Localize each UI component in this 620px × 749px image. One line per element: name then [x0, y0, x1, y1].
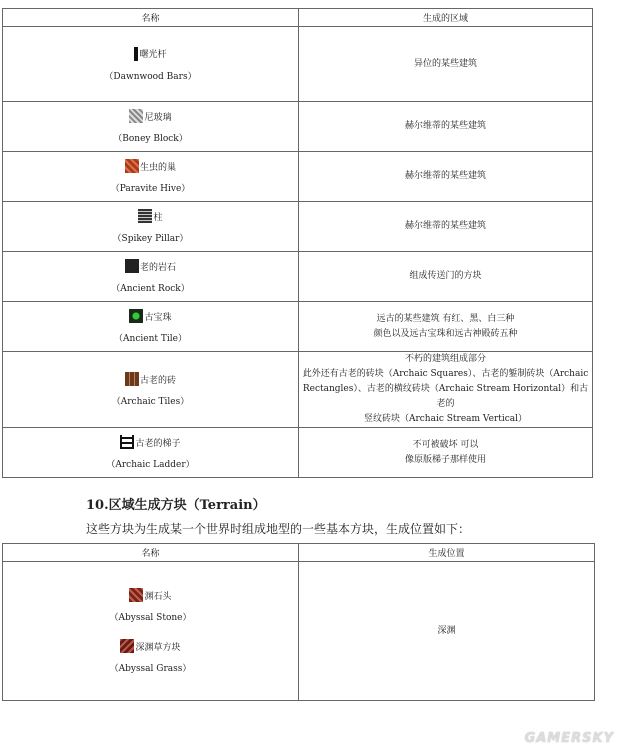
block-english-name: （Spikey Pillar）	[112, 234, 189, 244]
block-name: 生虫的巢	[139, 162, 176, 173]
table-row	[3, 152, 593, 202]
block-english-name: （Dawnwood Bars）	[104, 71, 197, 82]
name-cell	[3, 302, 299, 352]
table-row	[3, 27, 593, 102]
block-english-name: （Ancient Rock）	[111, 284, 190, 294]
area-line: 异位的某些建筑	[413, 58, 477, 69]
header-name: 名称	[3, 9, 299, 27]
archaic-ladder-icon	[120, 435, 134, 449]
area-line: Rectangles）、古老的横纹砖块（Archaic Stream Horizontal）和古老的	[302, 384, 589, 409]
block-name: 古老的梯子	[135, 438, 181, 449]
area-cell	[299, 428, 593, 478]
block-name: 渊石头	[144, 591, 172, 602]
header-name: 名称	[3, 544, 299, 562]
area-line: 不可被破坏 可以	[412, 439, 479, 450]
block-name: 尼玻璃	[144, 112, 172, 123]
block-english-name: （Abyssal Stone）	[109, 613, 192, 623]
area-cell	[299, 102, 593, 152]
name-cell	[3, 202, 299, 252]
block-name: 古宝珠	[144, 312, 172, 323]
area-cell	[299, 152, 593, 202]
block-english-name: （Boney Block）	[113, 134, 188, 144]
table-row	[3, 252, 593, 302]
table-row	[3, 352, 593, 428]
section-title: 10.区域生成方块（Terrain）	[86, 498, 266, 513]
table-row	[3, 428, 593, 478]
block-name: 深渊草方块	[135, 642, 181, 653]
section-intro: 这些方块为生成某一个世界时组成地型的一些基本方块，生成位置如下：	[86, 522, 471, 536]
area-cell	[299, 352, 593, 428]
area-line: 赫尔维蒂的某些建筑	[404, 121, 486, 131]
archaic-tiles-icon	[125, 372, 139, 386]
abyssal-grass-icon	[120, 639, 134, 653]
area-line: 赫尔维蒂的某些建筑	[404, 171, 486, 181]
block-name: 柱	[153, 212, 163, 223]
abyssal-stone-icon	[129, 588, 143, 602]
name-cell	[3, 428, 299, 478]
spikey-pillar-icon	[138, 209, 152, 223]
boney-block-icon	[129, 109, 143, 123]
paravite-hive-icon	[125, 159, 139, 173]
table-row	[3, 302, 593, 352]
watermark: GAMERSKY	[524, 731, 614, 746]
area-line: 此外还有古老的砖块（Archaic Squares）、古老的錾制砖块（Archaic	[302, 369, 589, 379]
area-cell	[299, 252, 593, 302]
block-english-name: （Archaic Ladder）	[106, 460, 195, 470]
area-cell	[299, 202, 593, 252]
terrain-table	[2, 543, 595, 701]
area-cell	[299, 302, 593, 352]
block-english-name: （Paravite Hive）	[110, 184, 191, 194]
area-line: 远古的某些建筑 有红、黑、白三种	[376, 313, 515, 324]
ancient-rock-icon	[125, 259, 139, 273]
block-name: 曙光杆	[139, 50, 167, 60]
area-cell	[299, 27, 593, 102]
table-row	[3, 562, 595, 701]
block-name: 老的岩石	[139, 262, 176, 273]
name-cell	[3, 562, 299, 701]
ancient-tile-icon	[129, 309, 143, 323]
header-area: 生成的区域	[299, 9, 593, 27]
area-line: 颜色以及远古宝珠和远古神殿砖五种	[373, 328, 518, 339]
block-english-name: （Archaic Tiles）	[111, 397, 190, 407]
area-line: 竖纹砖块（Archaic Stream Vertical）	[363, 414, 528, 424]
name-cell	[3, 152, 299, 202]
area-line: 像原版梯子那样使用	[404, 454, 486, 465]
block-english-name: （Ancient Tile）	[114, 334, 187, 344]
table-row	[3, 102, 593, 152]
name-cell	[3, 252, 299, 302]
area-line: 组成传送门的方块	[409, 271, 482, 281]
name-cell	[3, 352, 299, 428]
block-name: 古老的砖	[139, 375, 176, 386]
area-line: 赫尔维蒂的某些建筑	[404, 221, 486, 231]
dawnwood-bars-icon	[134, 47, 138, 61]
table-row	[3, 202, 593, 252]
blocks-table	[2, 8, 593, 478]
area-line: 不朽的建筑组成部分	[404, 354, 486, 364]
block-english-name: （Abyssal Grass）	[109, 664, 192, 674]
header-location: 生成位置	[299, 544, 595, 562]
name-cell	[3, 27, 299, 102]
name-cell	[3, 102, 299, 152]
location-cell: 深渊	[299, 562, 595, 701]
